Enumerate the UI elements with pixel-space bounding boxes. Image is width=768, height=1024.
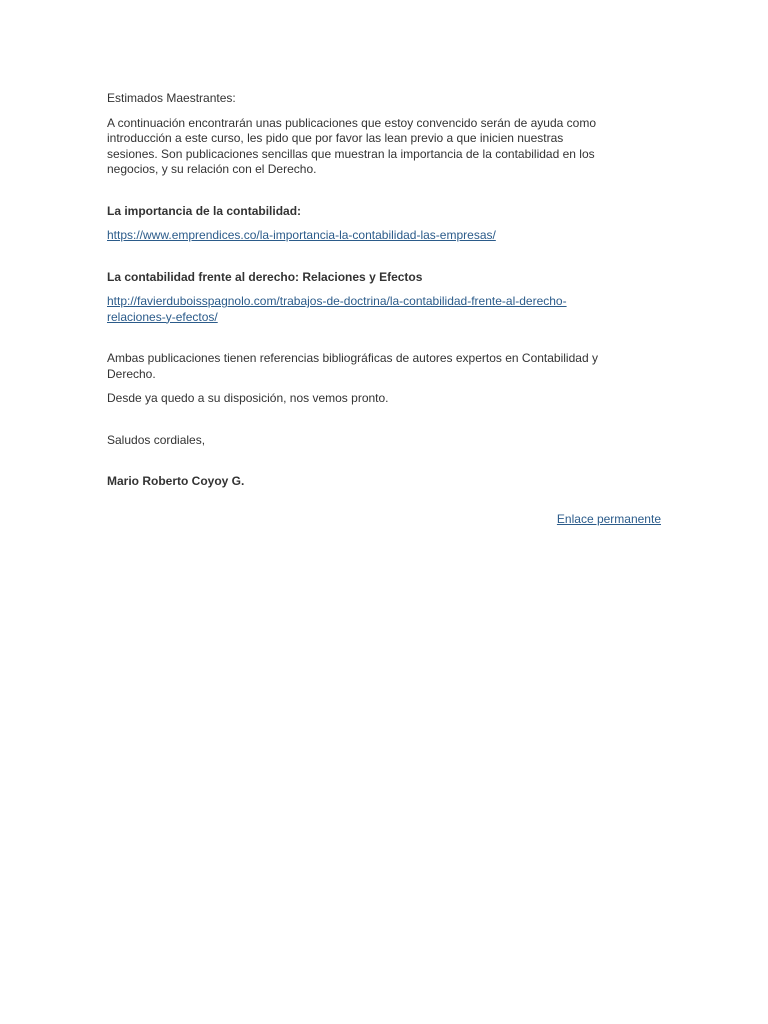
link-favierduboisspagnolo[interactable] [107,294,661,325]
closing-line: Derecho. [107,366,156,381]
link-line: relaciones-y-efectos/ [107,309,218,324]
closing-paragraph [107,351,661,382]
closing-line: Ambas publicaciones tienen referencias bibliográficas de autores expertos en Contabilidad y [107,351,598,365]
permalink-link[interactable]: Enlace permanente [556,511,661,526]
permalink-row [107,512,661,528]
link-line: http://favierduboisspagnolo.com/trabajos-de-doctrina/la-contabilidad-frente-al-derecho- [107,294,567,308]
intro-line: A continuación encontrarán unas publicaciones que estoy convencido serán de ayuda como [107,115,596,130]
link-emprendices[interactable]: https://www.emprendices.co/la-importancia-la-contabilidad-las-empresas/ [107,228,496,242]
intro-paragraph [107,116,661,178]
link-paragraph-derecho [107,294,661,325]
link-paragraph-importancia [107,228,661,244]
intro-line: sesiones. Son publicaciones sencillas que muestran la importancia de la contabilidad en los [107,146,595,161]
availability-text: Desde ya quedo a su disposición, nos vemos pronto. [107,391,389,405]
salutation-text: Saludos cordiales, [107,432,206,447]
greeting-text: Estimados Maestrantes: [107,91,236,105]
section-heading-importancia: La importancia de la contabilidad: [107,203,302,218]
forum-post [107,91,661,527]
signature-text: Mario Roberto Coyoy G. [107,474,245,488]
section-heading-derecho: La contabilidad frente al derecho: Relaciones y Efectos [107,269,423,284]
intro-line: negocios, y su relación con el Derecho. [107,162,317,176]
intro-line: introducción a este curso, les pido que por favor las lean previo a que inicien nuestras [107,131,564,145]
